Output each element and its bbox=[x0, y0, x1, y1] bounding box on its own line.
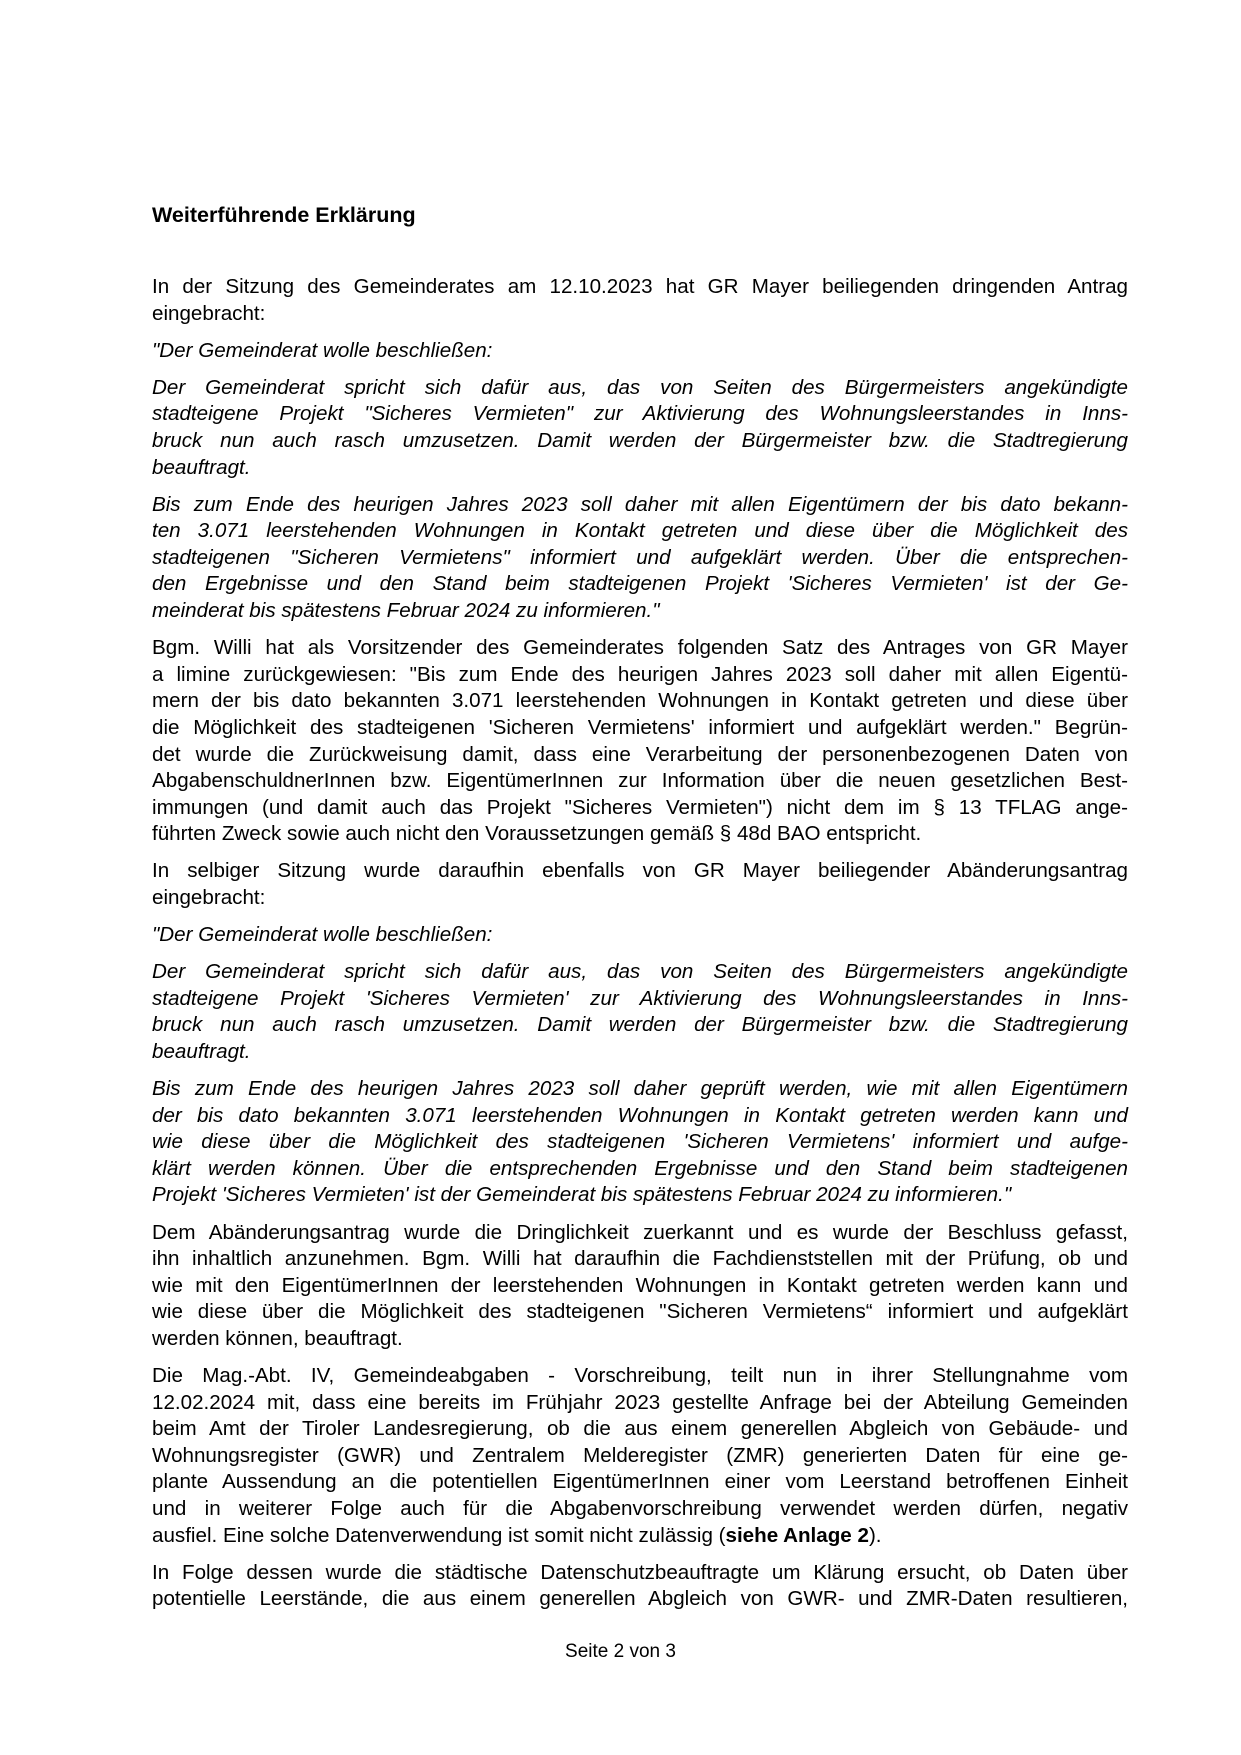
paragraph-line: AbgabenschuldnerInnen bzw. EigentümerInnen zur Information über die neuen gesetzlichen Best- bbox=[152, 769, 1128, 793]
paragraph-line bbox=[152, 1523, 1128, 1550]
paragraph-line: det wurde die Zurückweisung damit, dass eine Verarbeitung der personenbezogenen Daten von bbox=[152, 742, 1128, 766]
section-heading: Weiterführende Erklärung bbox=[152, 203, 416, 227]
paragraph-line: werden können, beauftragt. bbox=[152, 1326, 403, 1350]
paragraph-line: "Der Gemeinderat wolle beschließen: bbox=[152, 338, 493, 362]
paragraph-line: potentielle Leerstände, die aus einem generellen Abgleich von GWR- und ZMR-Daten resultieren, bbox=[152, 1587, 1128, 1611]
paragraph-line: klärt werden können. Über die entsprechenden Ergebnisse und den Stand beim stadteigenen bbox=[152, 1156, 1128, 1180]
paragraph-line: Wohnungsregister (GWR) und Zentralem Melderegister (ZMR) generierten Daten für eine ge- bbox=[152, 1443, 1128, 1467]
paragraph-line: meinderat bis spätestens Februar 2024 zu informieren." bbox=[152, 599, 660, 623]
paragraph bbox=[152, 635, 1128, 848]
paragraph-line: bruck nun auch rasch umzusetzen. Damit werden der Bürgermeister bzw. die Stadtregierung bbox=[152, 428, 1128, 452]
paragraph-line: wie mit den EigentümerInnen der leerstehenden Wohnungen in Kontakt getreten werden kann und bbox=[152, 1273, 1128, 1297]
paragraph-line: bruck nun auch rasch umzusetzen. Damit werden der Bürgermeister bzw. die Stadtregierung bbox=[152, 1013, 1128, 1037]
paragraph-line: führten Zweck sowie auch nicht den Voraussetzungen gemäß § 48d BAO entspricht. bbox=[152, 822, 922, 846]
paragraph-line: und in weiterer Folge auch für die Abgabenvorschreibung verwendet werden dürfen, negativ bbox=[152, 1496, 1128, 1520]
paragraph-line: ihn inhaltlich anzunehmen. Bgm. Willi hat daraufhin die Fachdienststellen mit der Prüfung, ob und bbox=[152, 1247, 1128, 1271]
annex-reference: siehe Anlage 2 bbox=[725, 1523, 869, 1547]
paragraph-text: ). bbox=[868, 1523, 882, 1547]
paragraph-line: mern der bis dato bekannten 3.071 leerstehenden Wohnungen in Kontakt getreten und diese über bbox=[152, 689, 1128, 713]
paragraph-line: "Der Gemeinderat wolle beschließen: bbox=[152, 923, 493, 947]
paragraph-text: ausfiel. Eine solche Datenverwendung ist somit nicht zulässig ( bbox=[152, 1523, 726, 1547]
paragraph-line: eingebracht: bbox=[152, 301, 266, 325]
paragraph-line: stadteigene Projekt "Sicheres Vermieten" zur Aktivierung des Wohnungsleerstandes in Inns- bbox=[152, 402, 1128, 426]
paragraph-line: Bis zum Ende des heurigen Jahres 2023 soll daher mit allen Eigentümern der bis dato bekann- bbox=[152, 492, 1128, 516]
paragraph-line: In selbiger Sitzung wurde daraufhin ebenfalls von GR Mayer beiliegender Abänderungsantrag bbox=[152, 859, 1128, 883]
paragraph-line: Bgm. Willi hat als Vorsitzender des Gemeinderates folgenden Satz des Antrages von GR Mayer bbox=[152, 636, 1128, 660]
paragraph bbox=[152, 1363, 1128, 1549]
paragraph bbox=[152, 492, 1128, 625]
paragraph-line: wie diese über die Möglichkeit des stadteigenen 'Sicheren Vermietens' informiert und aufge- bbox=[152, 1130, 1128, 1154]
paragraph-line: eingebracht: bbox=[152, 885, 266, 909]
paragraph-list bbox=[152, 274, 1128, 1613]
paragraph-line: beauftragt. bbox=[152, 455, 251, 479]
paragraph-line: plante Aussendung an die potentiellen EigentümerInnen einer vom Leerstand betroffenen Einheit bbox=[152, 1470, 1128, 1494]
paragraph-line: beauftragt. bbox=[152, 1039, 251, 1063]
paragraph-line: den Ergebnisse und den Stand beim stadteigenen Projekt 'Sicheres Vermieten' ist der Ge- bbox=[152, 572, 1128, 596]
paragraph-line: Der Gemeinderat spricht sich dafür aus, das von Seiten des Bürgermeisters angekündigte bbox=[152, 375, 1128, 399]
paragraph-line: In Folge dessen wurde die städtische Datenschutzbeauftragte um Klärung ersucht, ob Daten über bbox=[152, 1560, 1128, 1584]
paragraph-line: Der Gemeinderat spricht sich dafür aus, das von Seiten des Bürgermeisters angekündigte bbox=[152, 960, 1128, 984]
document-body bbox=[152, 201, 1128, 1623]
paragraph-line: ten 3.071 leerstehenden Wohnungen in Kontakt getreten und diese über die Möglichkeit des bbox=[152, 519, 1128, 543]
paragraph-line: stadteigenen "Sicheren Vermietens" informiert und aufgeklärt werden. Über die entsprechen- bbox=[152, 545, 1128, 569]
paragraph bbox=[152, 959, 1128, 1065]
paragraph-line: a limine zurückgewiesen: "Bis zum Ende des heurigen Jahres 2023 soll daher mit allen Eigentü- bbox=[152, 662, 1128, 686]
paragraph-line: 12.02.2024 mit, dass eine bereits im Frühjahr 2023 gestellte Anfrage bei der Abteilung Gemeinden bbox=[152, 1390, 1128, 1414]
paragraph bbox=[152, 1076, 1128, 1209]
paragraph-line: der bis dato bekannten 3.071 leerstehenden Wohnungen in Kontakt getreten werden kann und bbox=[152, 1103, 1128, 1127]
paragraph bbox=[152, 922, 1128, 949]
paragraph-line: Die Mag.-Abt. IV, Gemeindeabgaben - Vorschreibung, teilt nun in ihrer Stellungnahme vom bbox=[152, 1363, 1128, 1387]
paragraph-line: Projekt 'Sicheres Vermieten' ist der Gemeinderat bis spätestens Februar 2024 zu informieren." bbox=[152, 1183, 1012, 1207]
paragraph bbox=[152, 1220, 1128, 1353]
paragraph bbox=[152, 858, 1128, 911]
paragraph bbox=[152, 375, 1128, 481]
paragraph bbox=[152, 338, 1128, 365]
paragraph-line: stadteigene Projekt 'Sicheres Vermieten' zur Aktivierung des Wohnungsleerstandes in Inns- bbox=[152, 986, 1128, 1010]
page-footer: Seite 2 von 3 bbox=[565, 1641, 676, 1662]
paragraph-line: In der Sitzung des Gemeinderates am 12.10.2023 hat GR Mayer beiliegenden dringenden Antrag bbox=[152, 275, 1128, 298]
paragraph bbox=[152, 274, 1128, 327]
paragraph bbox=[152, 1560, 1128, 1613]
paragraph-line: die Möglichkeit des stadteigenen 'Sicheren Vermietens' informiert und aufgeklärt werden." Begrün- bbox=[152, 715, 1128, 739]
paragraph-line: beim Amt der Tiroler Landesregierung, ob die aus einem generellen Abgleich von Gebäude- und bbox=[152, 1417, 1128, 1441]
paragraph-line: Bis zum Ende des heurigen Jahres 2023 soll daher geprüft werden, wie mit allen Eigentümern bbox=[152, 1077, 1128, 1101]
paragraph-line: Dem Abänderungsantrag wurde die Dringlichkeit zuerkannt und es wurde der Beschluss gefasst, bbox=[152, 1220, 1128, 1244]
paragraph-line: wie diese über die Möglichkeit des stadteigenen "Sicheren Vermietens“ informiert und aufgeklärt bbox=[152, 1300, 1128, 1324]
paragraph-line: immungen (und damit auch das Projekt "Sicheres Vermieten") nicht dem im § 13 TFLAG ange- bbox=[152, 795, 1128, 819]
